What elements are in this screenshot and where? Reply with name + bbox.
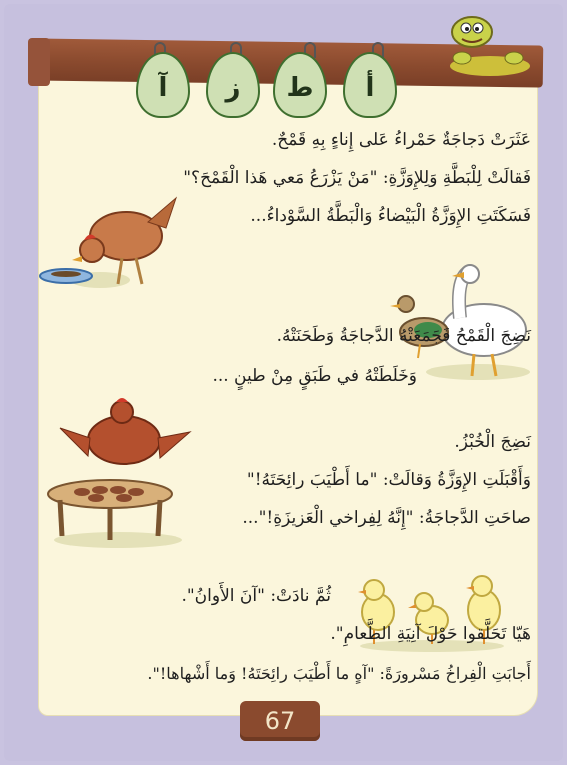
story-line: وَأَقْبَلَتِ الإِوَزَّةُ وَقالَتْ: "ما أَطْيَبَ رائِحَتَهُ!" — [246, 470, 531, 490]
story-line: وَخَلَطَتْهُ في طَبَقٍ مِنْ طينٍ ... — [212, 366, 417, 386]
hen-and-bread-table-illustration — [38, 398, 213, 553]
hen-pecking-illustration — [38, 188, 188, 298]
story-line: هَيّا تَحَلَّقوا حَوْلَ آنِيَةِ الطَّعامِ". — [330, 624, 531, 644]
story-line: نَضِجَ الْخُبْزُ. — [454, 432, 531, 452]
story-line: ثُمَّ نادَتْ: "آنَ الأَوانُ". — [181, 586, 331, 606]
turtle-mascot-icon — [442, 14, 538, 78]
letter-leaf-label: أ — [365, 73, 375, 103]
letter-leaf-label: آ — [158, 73, 168, 103]
beam-end-cap — [28, 38, 50, 86]
letter-leaf-label: ز — [225, 73, 241, 103]
letter-leaf-label: ط — [286, 73, 314, 103]
story-line: أَجابَتِ الْفِراخُ مَسْرورَةً: "آهٍ ما أَطْيَبَ رائِحَتَهُ! وَما أَشْهاها!". — [147, 664, 531, 683]
story-line: فَقالَتْ لِلْبَطَّةِ وَلِلإِوَزَّةِ: "مَنْ يَزْرَعُ مَعي هَذا الْقَمْحَ؟" — [183, 168, 531, 188]
story-line: صاحَتِ الدَّجاجَةُ: "إِنَّهُ لِفِراخي الْعَزيزَةِ!"... — [242, 508, 531, 528]
page-number: 67 — [264, 707, 296, 735]
page-number-badge — [240, 701, 320, 741]
story-line: نَضِجَ الْقَمْحُ فَجَمَعَتْهُ الدَّجاجَةُ وَطَحَنَتْهُ. — [276, 326, 531, 346]
story-line: عَثَرَتْ دَجاجَةٌ حَمْراءُ عَلى إِناءٍ بِهِ قَمْحٌ. — [271, 130, 531, 150]
story-line: فَسَكَتَتِ الإِوَزَّةُ الْبَيْضاءُ وَالْبَطَّةُ السَّوْداءُ... — [250, 206, 531, 226]
